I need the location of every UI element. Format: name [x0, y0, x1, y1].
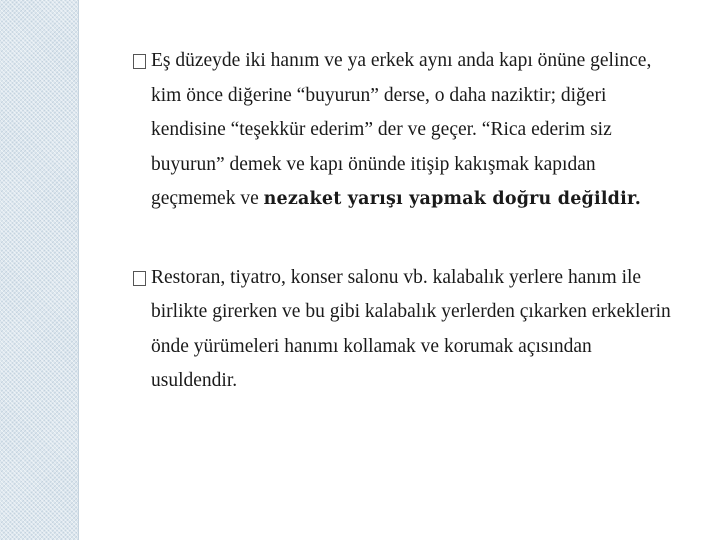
bullet-item-2 [132, 261, 672, 399]
bullet-item-1 [132, 44, 672, 217]
bullet-square-icon [133, 54, 146, 69]
bullet-list [132, 44, 672, 399]
bullet-square-icon [133, 271, 146, 286]
bullet-text: Eş düzeyde iki hanım ve ya erkek aynı anda kapı önüne gelince, kim önce diğerine “buyurun” derse, o daha naziktir; diğeri kendisine “teşekkür ederim” der ve geçer. “Rica ederim siz buyurun” demek ve kapı önünde itişip kakışmak kapıdan geçmemek ve [151, 50, 652, 209]
bullet-text: Restoran, tiyatro, konser salonu vb. kalabalık yerlere hanım ile birlikte girerken ve bu gibi kalabalık yerlerden çıkarken erkeklerin önde yürümeleri hanımı kollamak ve korumak açısından usuldendir. [151, 266, 671, 391]
bullet-bold-text: nezaket yarışı yapmak doğru değildir. [263, 189, 642, 209]
decorative-side-panel [0, 0, 79, 540]
